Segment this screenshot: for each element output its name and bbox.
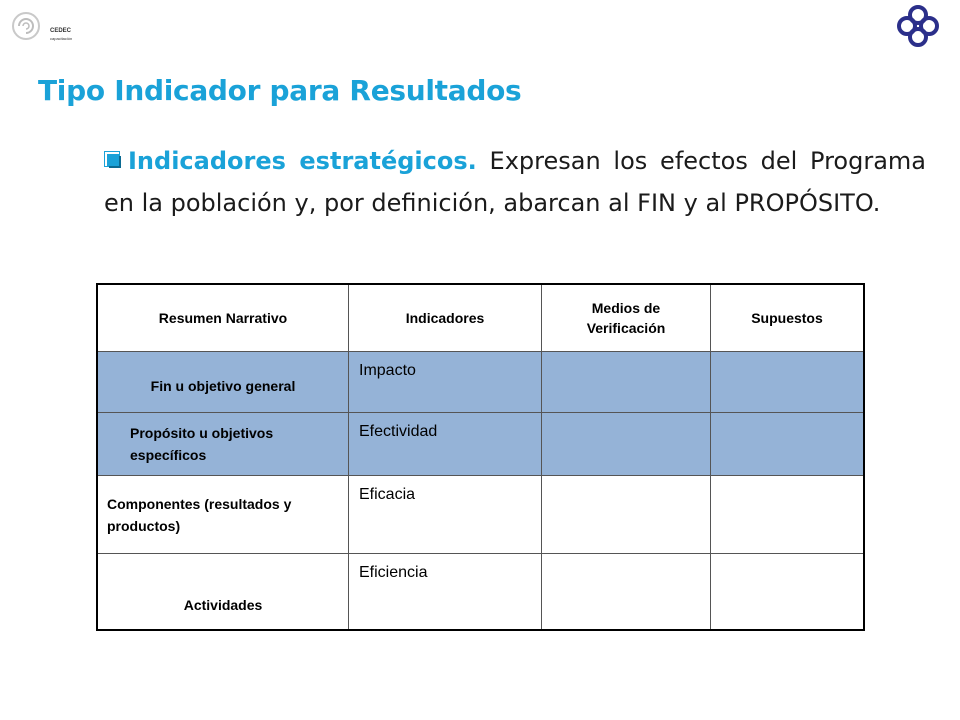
table-row: [97, 413, 864, 476]
row-indicator: Eficacia: [349, 476, 542, 554]
row-indicator: Efectividad: [349, 413, 542, 476]
mir-table: [96, 283, 865, 631]
table-header-row: [97, 284, 864, 352]
bullet-paragraph: [104, 140, 926, 224]
row-supuestos-cell: [711, 554, 865, 630]
row-medios-cell: [542, 352, 711, 413]
table-row: [97, 554, 864, 630]
row-indicator: Impacto: [349, 352, 542, 413]
row-indicator: Eficiencia: [349, 554, 542, 630]
row-label: Fin u objetivo general: [97, 352, 349, 413]
header-indicadores: Indicadores: [349, 284, 542, 352]
row-label: Componentes (resultados y productos): [97, 476, 349, 554]
four-circle-emblem-icon: [896, 4, 940, 48]
row-medios-cell: [542, 554, 711, 630]
table-row: [97, 352, 864, 413]
row-label: Propósito u objetivos específicos: [97, 413, 349, 476]
row-supuestos-cell: [711, 476, 865, 554]
paragraph-body: Expresan los efectos del Programa en la población y, por definición, abarcan al FIN y al PROPÓSITO.: [104, 147, 926, 217]
table-row: [97, 476, 864, 554]
row-supuestos-cell: [711, 352, 865, 413]
cedec-logo-subtext: capacitación: [50, 36, 73, 41]
cedec-logo: [10, 6, 73, 50]
header-medios: Medios de Verificación: [542, 284, 711, 352]
header-supuestos: Supuestos: [711, 284, 865, 352]
slide-title: Tipo Indicador para Resultados: [38, 74, 522, 107]
row-medios-cell: [542, 476, 711, 554]
checkbox-bullet-icon: [104, 151, 120, 167]
cedec-logo-text: CEDEC: [50, 28, 72, 34]
row-label: Actividades: [97, 554, 349, 630]
header-resumen: Resumen Narrativo: [97, 284, 349, 352]
row-supuestos-cell: [711, 413, 865, 476]
row-medios-cell: [542, 413, 711, 476]
paragraph-lead: Indicadores estratégicos.: [128, 147, 477, 175]
